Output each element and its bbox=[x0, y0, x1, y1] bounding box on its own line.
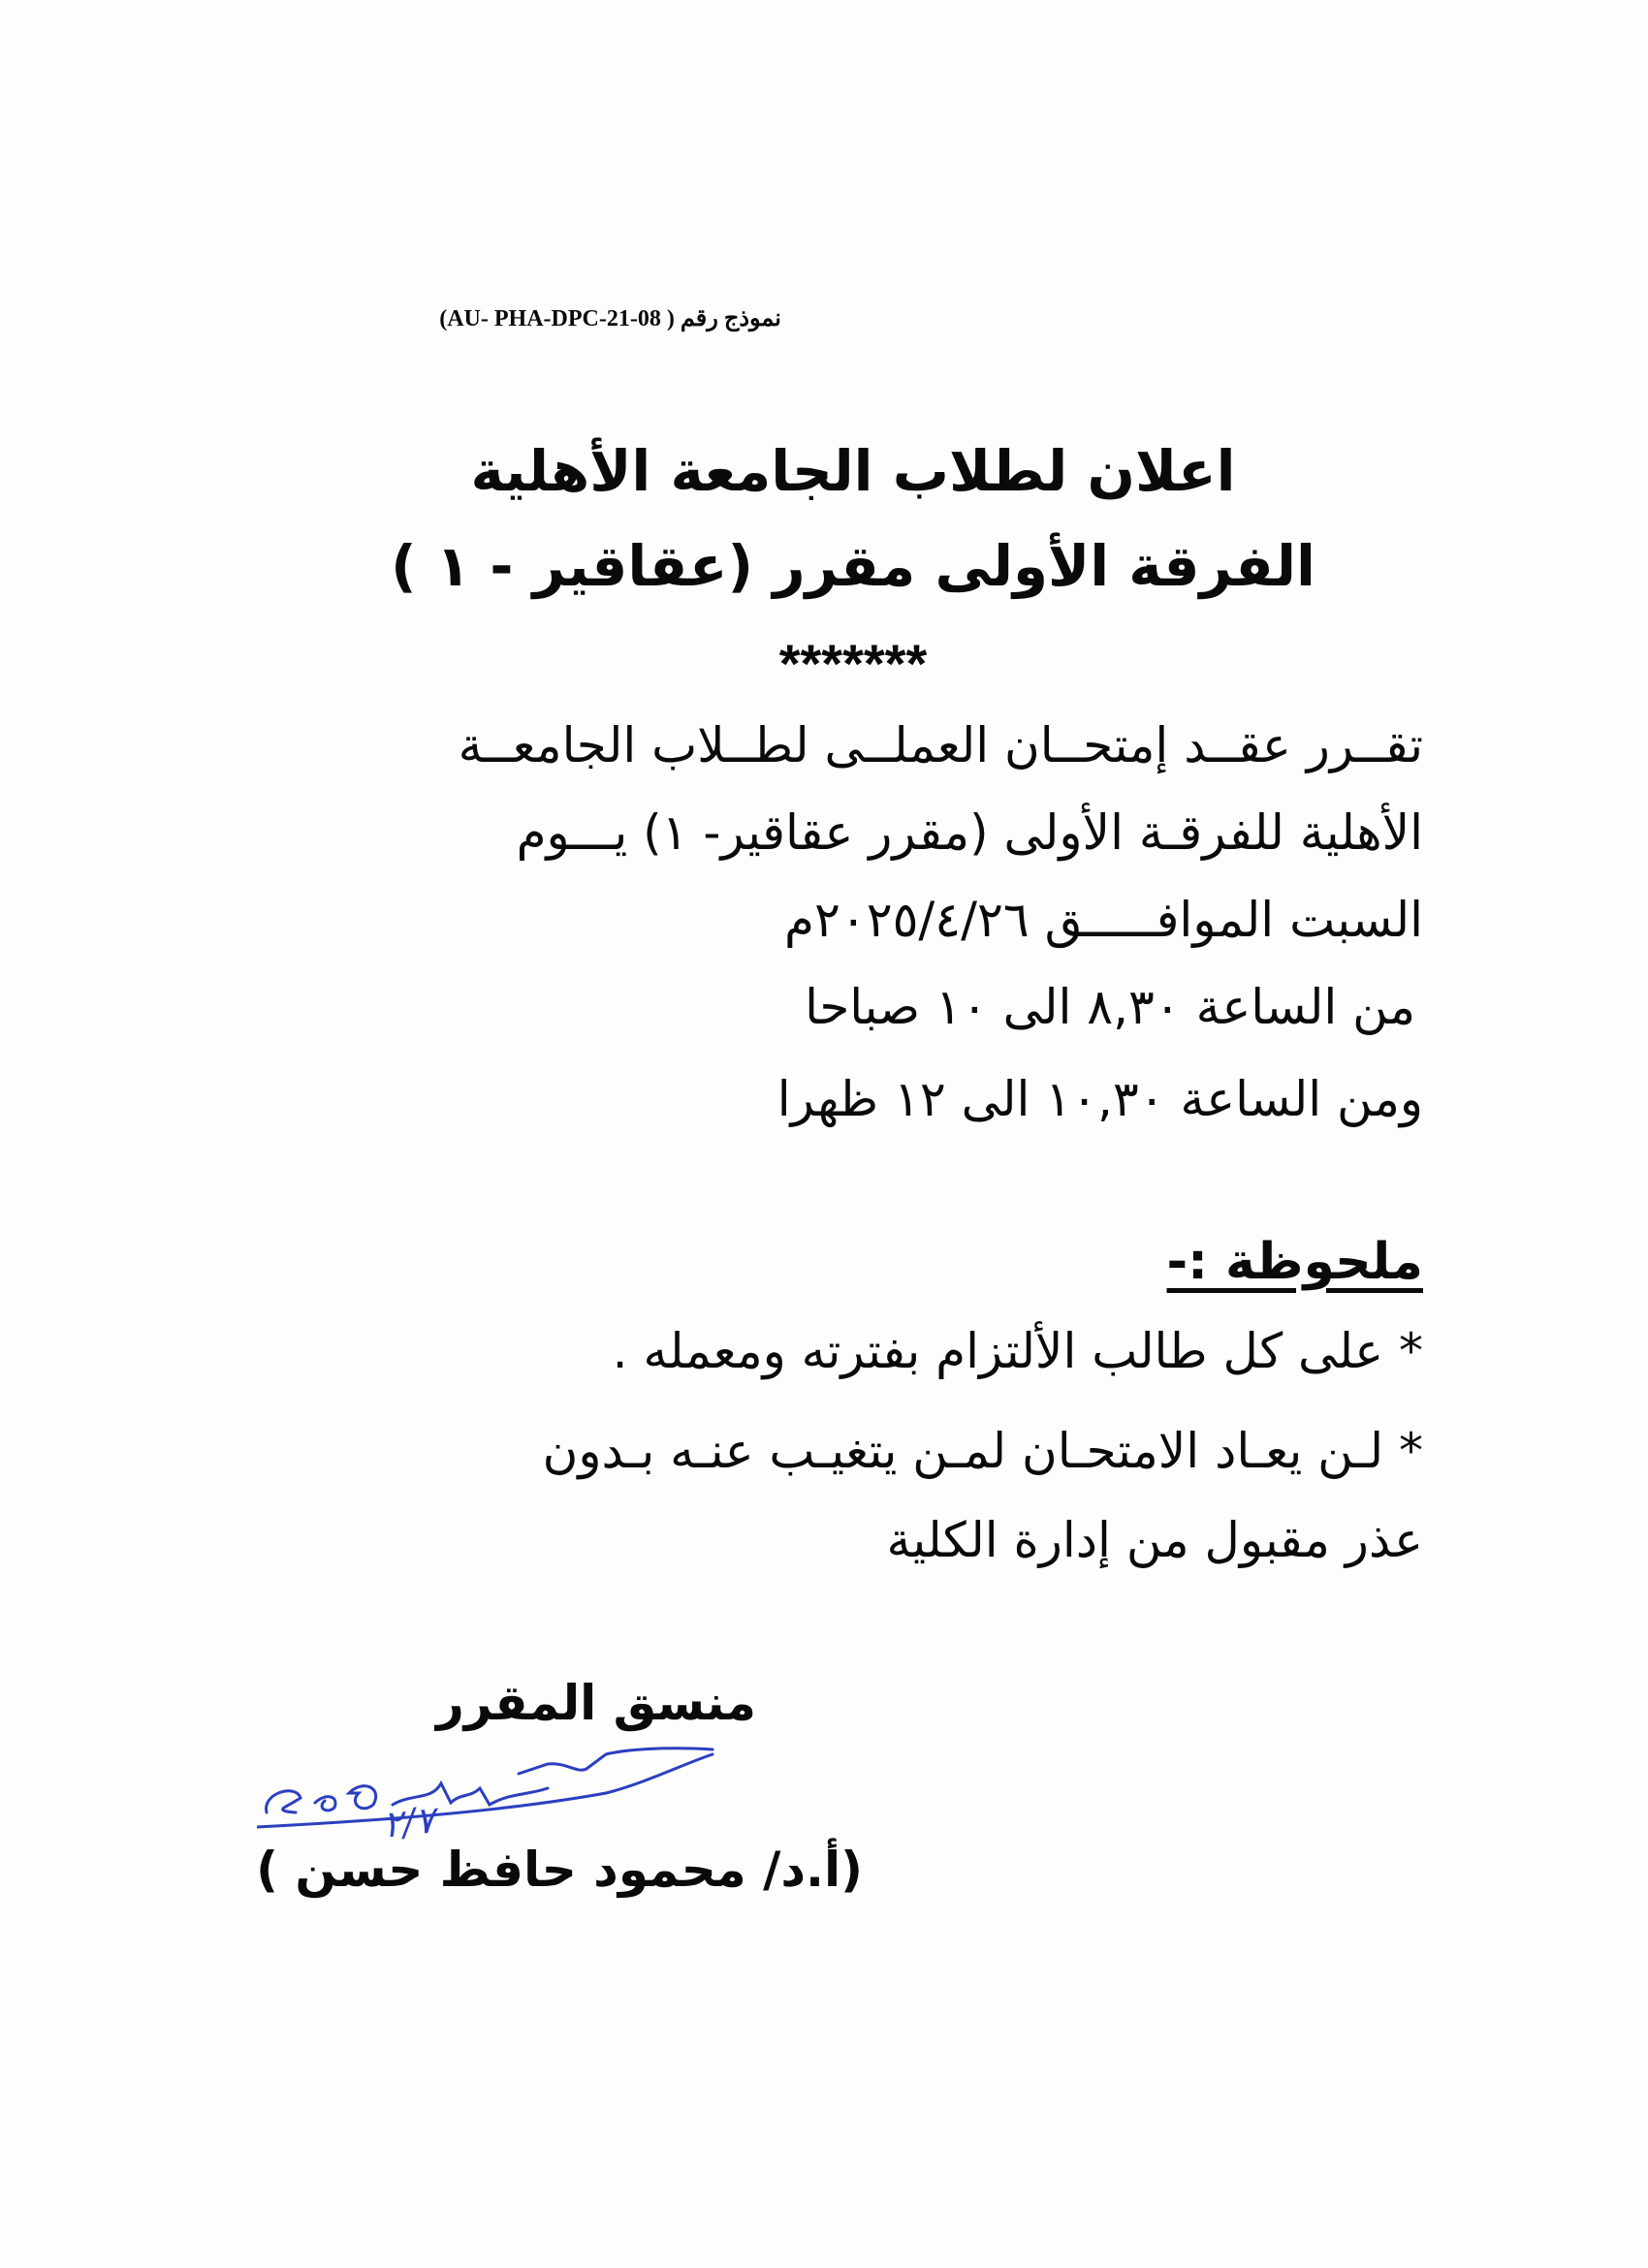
form-number: نموذج رقم ( AU- PHA-DPC-21-08) bbox=[439, 306, 781, 331]
body-line-date: السبت الموافـــــق ٢٠٢٥/٤/٢٦م bbox=[784, 892, 1423, 948]
signature-date: ٢/٧ bbox=[380, 1798, 437, 1846]
coordinator-label: منسق المقرر bbox=[435, 1675, 756, 1731]
note-heading: ملحوظة :- bbox=[1166, 1233, 1423, 1291]
announcement-subtitle: الفرقة الأولى مقرر (عقاقير - ١ ) bbox=[391, 533, 1315, 599]
separator: ******* bbox=[778, 633, 928, 694]
body-line-time-noon: ومن الساعة ١٠,٣٠ الى ١٢ ظهرا bbox=[776, 1071, 1423, 1127]
body-line-time-morning: من الساعة ٨,٣٠ الى ١٠ صباحا bbox=[805, 979, 1415, 1035]
announcement-title: اعلان لطلاب الجامعة الأهلية bbox=[470, 438, 1236, 504]
note-line: * على كل طالب الألتزام بفترته ومعمله . bbox=[612, 1323, 1423, 1379]
note-line: عذر مقبول من إدارة الكلية bbox=[886, 1512, 1423, 1568]
body-line: الأهلية للفرقـة الأولى (مقرر عقاقير- ١) يـــوم bbox=[516, 804, 1423, 861]
note-line: * لـن يعـاد الامتحـان لمـن يتغيـب عنـه بـدون bbox=[542, 1423, 1423, 1479]
body-line: تقــرر عقــد إمتحــان العملــى لطــلاب الجامعــة bbox=[458, 717, 1423, 773]
coordinator-name: (أ.د/ محمود حافظ حسن ) bbox=[256, 1842, 863, 1898]
